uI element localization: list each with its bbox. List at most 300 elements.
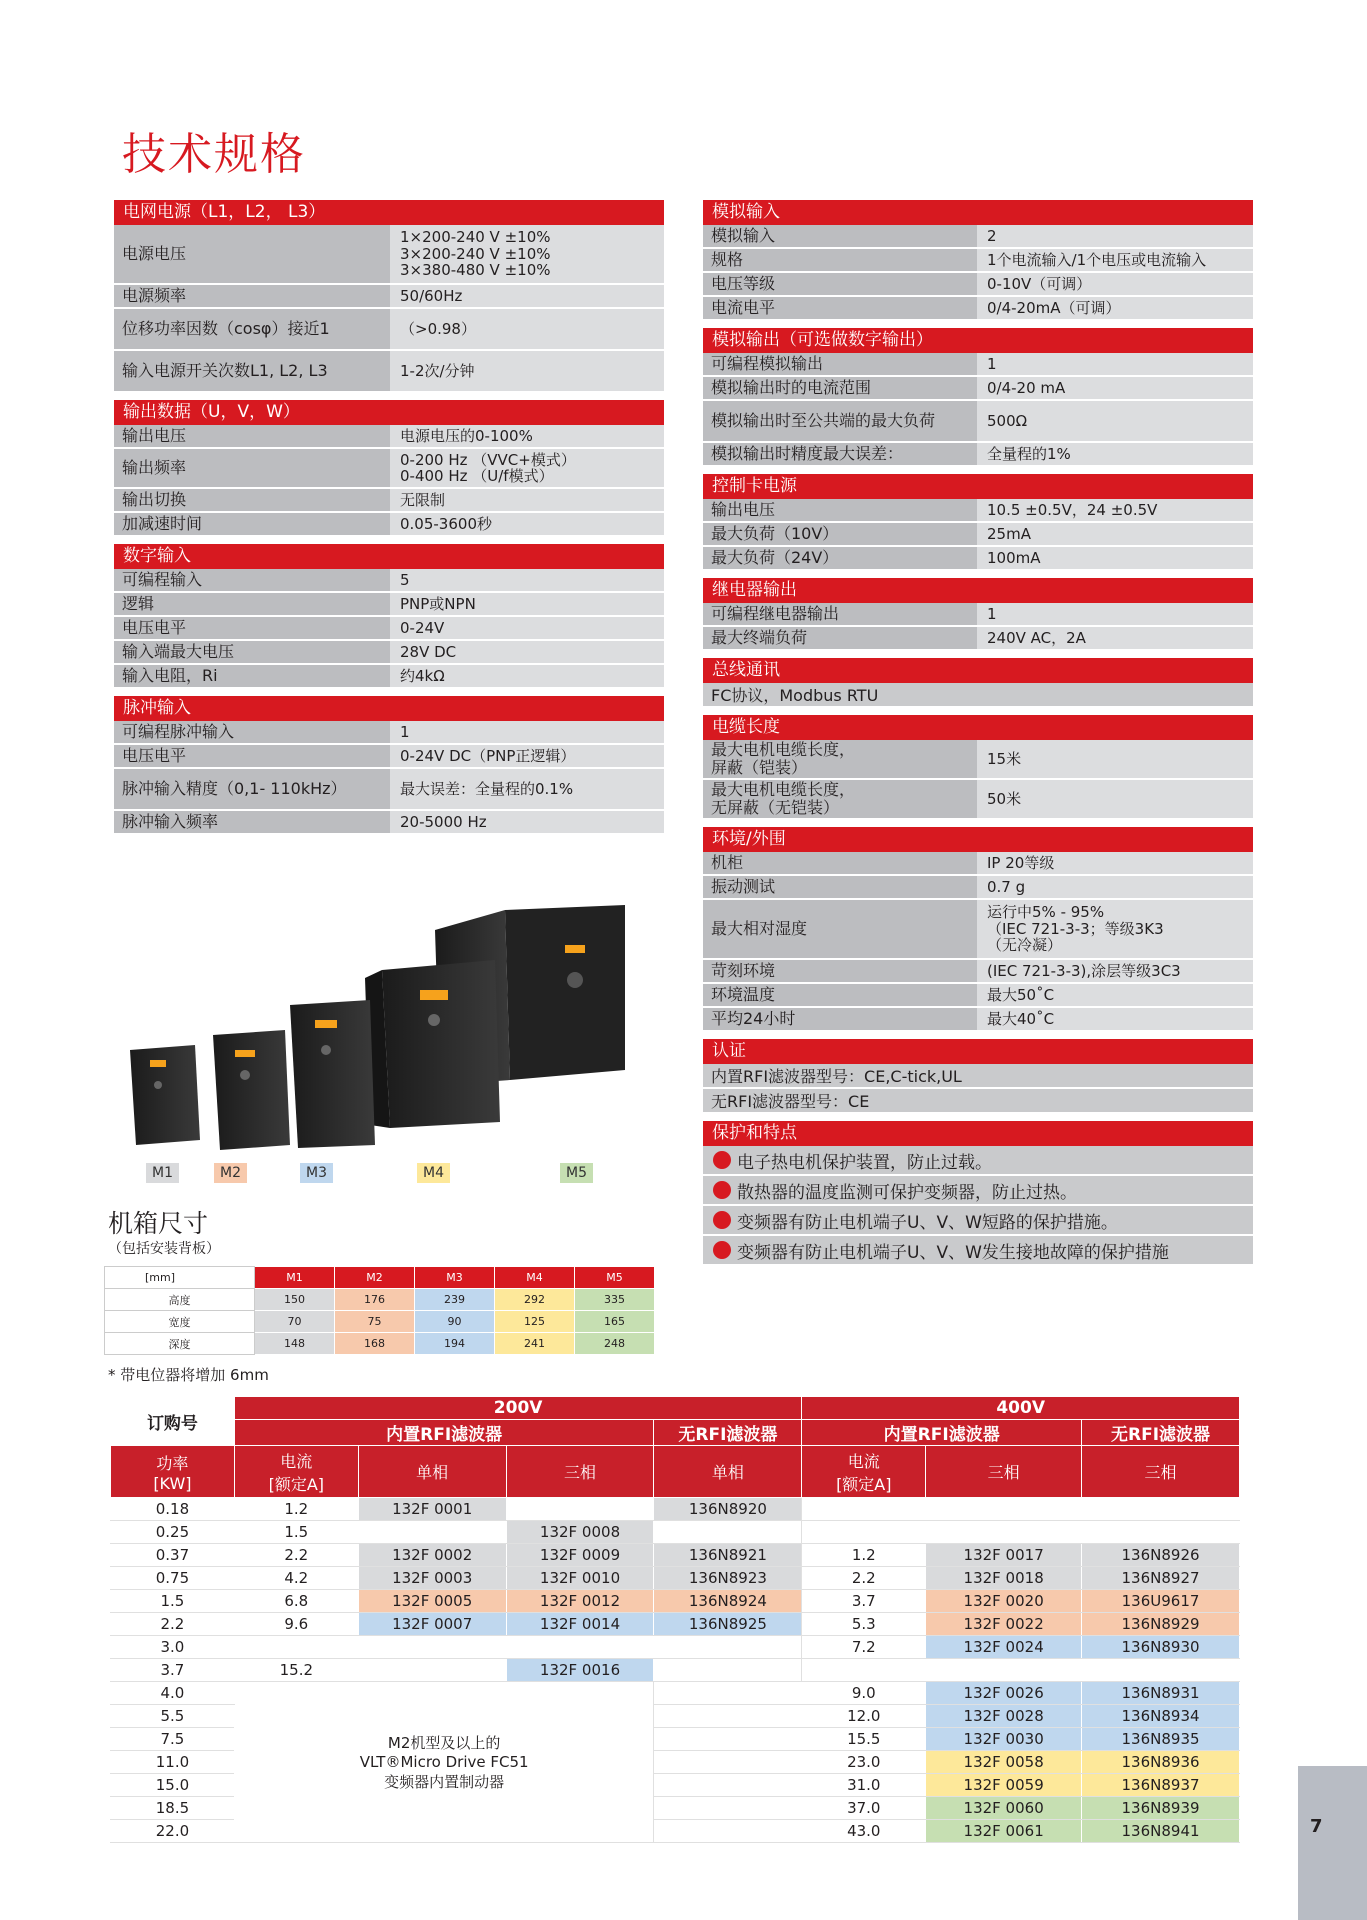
- order-cell: 2.2: [111, 1613, 235, 1636]
- drive-m1: [130, 1045, 200, 1145]
- order-cell: [802, 1521, 926, 1544]
- spec-row: [703, 225, 1253, 249]
- spec-value-line: 0/4-20mA（可调）: [987, 298, 1121, 317]
- order-cell: 132F 0061: [926, 1820, 1082, 1843]
- order-cell: 136N8923: [654, 1567, 802, 1590]
- spec-value-line: （IEC 721-3-3；等级3K3: [987, 919, 1164, 938]
- spec-label: 输出电压: [703, 499, 977, 521]
- product-photo: [120, 900, 650, 1180]
- dim-model-header: M2: [335, 1267, 415, 1289]
- spec-value-line: 0-400 Hz （U/f模式）: [400, 467, 554, 485]
- feature-text: 电子热电机保护装置，防止过载。: [737, 1152, 992, 1173]
- current-header: [234, 1446, 358, 1498]
- spec-label: 电源电压: [114, 225, 390, 283]
- order-cell: 9.6: [234, 1613, 358, 1636]
- spec-row: [703, 401, 1253, 443]
- section-header: 环境/外围: [703, 827, 1253, 852]
- order-cell: 37.0: [802, 1797, 926, 1820]
- spec-value: [977, 273, 1253, 295]
- model-label: M5: [560, 1163, 593, 1183]
- spec-value-line: (IEC 721-3-3),涂层等级3C3: [987, 961, 1181, 980]
- order-row: [111, 1636, 1240, 1659]
- order-cell: 136N8939: [1082, 1797, 1240, 1820]
- rfi-builtin-400: 内置RFI滤波器: [802, 1420, 1082, 1446]
- order-cell: [926, 1659, 1082, 1682]
- spec-label: 逻辑: [114, 593, 390, 615]
- order-cell: 132F 0016: [506, 1659, 654, 1682]
- current-header-title: 电流: [280, 1451, 313, 1471]
- spec-value-line: 0-24V DC（PNP正逻辑）: [400, 746, 576, 765]
- order-row: [111, 1682, 1240, 1705]
- dim-value: 148: [255, 1333, 335, 1355]
- spec-value: [977, 401, 1253, 441]
- order-cell: 3.7: [111, 1659, 235, 1682]
- spec-value: [977, 900, 1253, 958]
- spec-label: 环境温度: [703, 984, 977, 1006]
- bullet-dot-icon: [713, 1151, 731, 1169]
- dim-model-header: M3: [415, 1267, 495, 1289]
- voltage-400v: 400V: [802, 1397, 1240, 1420]
- order-cell: 132F 0014: [506, 1613, 654, 1636]
- current-header-unit: [额定A]: [268, 1474, 325, 1494]
- section-header: 模拟输入: [703, 200, 1253, 225]
- spec-value: [390, 593, 664, 615]
- spec-label: 模拟输入: [703, 225, 977, 247]
- brake-note-line: VLT®Micro Drive FC51: [359, 1753, 529, 1771]
- order-cell: 22.0: [111, 1820, 235, 1843]
- order-cell: 0.75: [111, 1567, 235, 1590]
- order-cell: 5.5: [111, 1705, 235, 1728]
- order-cell: 132F 0001: [358, 1498, 506, 1521]
- order-cell: 136N8935: [1082, 1728, 1240, 1751]
- order-header-row: [111, 1420, 1240, 1446]
- spec-label: 输入电源开关次数L1, L2, L3: [114, 351, 390, 391]
- spec-value-line: PNP或NPN: [400, 594, 476, 613]
- spec-row: [703, 603, 1253, 627]
- dim-value: 90: [415, 1311, 495, 1333]
- spec-full-row: 内置RFI滤波器型号：CE,C-tick,UL: [703, 1064, 1253, 1089]
- spec-row: [703, 523, 1253, 547]
- dim-value: 70: [255, 1311, 335, 1333]
- spec-value-line: 0/4-20 mA: [987, 378, 1066, 397]
- spec-row: [703, 627, 1253, 651]
- order-cell: 15.2: [234, 1659, 358, 1682]
- order-cell: 4.0: [111, 1682, 235, 1705]
- spec-value: [977, 523, 1253, 545]
- spec-section: [703, 658, 1253, 708]
- order-cell: [358, 1636, 506, 1659]
- spec-row: [703, 249, 1253, 273]
- order-cell: [654, 1728, 802, 1751]
- spec-value: [977, 443, 1253, 465]
- brake-note: [234, 1682, 654, 1843]
- spec-section: [703, 578, 1253, 651]
- spec-value: [977, 603, 1253, 625]
- order-cell: 132F 0007: [358, 1613, 506, 1636]
- bullet-dot-icon: [713, 1181, 731, 1199]
- drive-m2: [213, 1030, 290, 1150]
- spec-value-line: 0-24V: [400, 618, 445, 637]
- power-header-title: 功率: [156, 1453, 189, 1473]
- spec-value-line: 500Ω: [987, 411, 1028, 430]
- order-cell: [234, 1636, 358, 1659]
- feature-item: [703, 1206, 1253, 1236]
- dim-value: 335: [575, 1289, 655, 1311]
- order-cell: 132F 0003: [358, 1567, 506, 1590]
- dimensions-title: 机箱尺寸: [108, 1209, 209, 1238]
- spec-value: [390, 309, 664, 349]
- order-cell: 132F 0028: [926, 1705, 1082, 1728]
- spec-row: [114, 489, 664, 513]
- spec-label: 机柜: [703, 852, 977, 874]
- spec-label: 输入端最大电压: [114, 641, 390, 663]
- spec-label: 电流电平: [703, 297, 977, 319]
- spec-row: [114, 665, 664, 689]
- order-header-row: [111, 1397, 1240, 1420]
- spec-value-line: 2: [987, 226, 997, 245]
- order-cell: [654, 1820, 802, 1843]
- spec-value-line: 10.5 ±0.5V，24 ±0.5V: [987, 500, 1158, 519]
- spec-value-line: （无冷凝）: [987, 936, 1063, 955]
- spec-row: [703, 984, 1253, 1008]
- spec-section: [703, 328, 1253, 467]
- section-header: 输出数据（U，V，W）: [114, 400, 664, 425]
- spec-label: 可编程模拟输出: [703, 353, 977, 375]
- spec-value: [977, 984, 1253, 1006]
- order-cell: 12.0: [802, 1705, 926, 1728]
- order-cell: 136N8929: [1082, 1613, 1240, 1636]
- spec-value-line: 25mA: [987, 524, 1031, 543]
- spec-row: [114, 769, 664, 811]
- spec-section: [114, 400, 664, 537]
- spec-row: [114, 641, 664, 665]
- order-cell: 0.37: [111, 1544, 235, 1567]
- spec-value-line: 15米: [987, 749, 1022, 768]
- order-cell: 132F 0009: [506, 1544, 654, 1567]
- order-cell: [1082, 1659, 1240, 1682]
- order-cell: 132F 0030: [926, 1728, 1082, 1751]
- spec-value: [390, 285, 664, 307]
- spec-label: 可编程脉冲输入: [114, 721, 390, 743]
- dim-value: 168: [335, 1333, 415, 1355]
- spec-value: [390, 569, 664, 591]
- spec-row: [703, 547, 1253, 571]
- order-cell: [654, 1682, 802, 1705]
- spec-label: 最大电机电缆长度， 屏蔽（铠装）: [703, 740, 977, 778]
- current-header-unit: [额定A]: [836, 1474, 892, 1494]
- dimensions-table: [104, 1266, 655, 1355]
- page-number: 7: [1310, 1816, 1323, 1837]
- spec-label: 可编程继电器输出: [703, 603, 977, 625]
- order-cell: 5.3: [802, 1613, 926, 1636]
- order-cell: 132F 0026: [926, 1682, 1082, 1705]
- spec-row: [703, 297, 1253, 321]
- order-cell: 3.7: [802, 1590, 926, 1613]
- spec-row: [703, 852, 1253, 876]
- order-row: [111, 1521, 1240, 1544]
- spec-section: [703, 715, 1253, 820]
- dim-value: 176: [335, 1289, 415, 1311]
- order-cell: 136N8927: [1082, 1567, 1240, 1590]
- drive-m4: [365, 960, 500, 1128]
- spec-section: [703, 827, 1253, 1032]
- spec-row: [114, 569, 664, 593]
- spec-value-line: 0.05-3600秒: [400, 514, 492, 533]
- spec-value: [390, 721, 664, 743]
- order-cell: 1.5: [234, 1521, 358, 1544]
- spec-section: [703, 1121, 1253, 1266]
- spec-value: [390, 489, 664, 511]
- order-row: [111, 1544, 1240, 1567]
- order-cell: 15.5: [802, 1728, 926, 1751]
- order-cell: 132F 0058: [926, 1751, 1082, 1774]
- feature-text: 散热器的温度监测可保护变频器，防止过热。: [737, 1182, 1077, 1203]
- spec-value-line: 1: [400, 722, 410, 741]
- single-phase-header: 单相: [358, 1446, 506, 1498]
- spec-value: [390, 769, 664, 809]
- model-label: M4: [417, 1163, 450, 1183]
- order-cell: 1.2: [234, 1498, 358, 1521]
- spec-value: [977, 780, 1253, 818]
- spec-row: [114, 745, 664, 769]
- order-cell: 136N8921: [654, 1544, 802, 1567]
- dim-label: 深度: [105, 1333, 255, 1355]
- order-cell: 0.18: [111, 1498, 235, 1521]
- dim-label: 宽度: [105, 1311, 255, 1333]
- spec-row: [703, 499, 1253, 523]
- order-cell: 132F 0012: [506, 1590, 654, 1613]
- spec-section: [114, 696, 664, 835]
- spec-row: [114, 351, 664, 393]
- spec-label: 输出电压: [114, 425, 390, 447]
- single-phase-header: 单相: [654, 1446, 802, 1498]
- order-cell: 136N8924: [654, 1590, 802, 1613]
- section-header: 保护和特点: [703, 1121, 1253, 1146]
- spec-value-line: 100mA: [987, 548, 1041, 567]
- spec-value-line: 运行中5% - 95%: [987, 903, 1105, 922]
- order-label: 订购号: [111, 1397, 235, 1446]
- spec-value: [977, 852, 1253, 874]
- order-cell: 2.2: [802, 1567, 926, 1590]
- order-row: [111, 1567, 1240, 1590]
- spec-label: 振动测试: [703, 876, 977, 898]
- spec-label: 位移功率因数（cosφ）接近1: [114, 309, 390, 349]
- order-cell: 132F 0024: [926, 1636, 1082, 1659]
- spec-value: [390, 745, 664, 767]
- model-label: M2: [214, 1163, 247, 1183]
- dimensions-subtitle: （包括安装背板）: [108, 1241, 220, 1257]
- spec-label: 最大负荷（24V）: [703, 547, 977, 569]
- spec-full-row: 无RFI滤波器型号：CE: [703, 1089, 1253, 1114]
- spec-label: 脉冲输入精度（0,1- 110kHz）: [114, 769, 390, 809]
- order-cell: 1.5: [111, 1590, 235, 1613]
- spec-value-line: 50米: [987, 789, 1022, 808]
- voltage-200v: 200V: [234, 1397, 801, 1420]
- order-cell: [926, 1521, 1082, 1544]
- order-cell: [654, 1751, 802, 1774]
- spec-value-line: 1: [987, 354, 997, 373]
- order-cell: 132F 0022: [926, 1613, 1082, 1636]
- order-cell: 2.2: [234, 1544, 358, 1567]
- dim-value: 241: [495, 1333, 575, 1355]
- spec-value-line: 0.7 g: [987, 877, 1026, 896]
- order-row: [111, 1590, 1240, 1613]
- section-header: 电网电源（L1，L2， L3）: [114, 200, 664, 225]
- spec-row: [114, 225, 664, 285]
- order-cell: 132F 0010: [506, 1567, 654, 1590]
- dim-label: 高度: [105, 1289, 255, 1311]
- spec-value-line: 全量程的1%: [987, 444, 1071, 463]
- spec-value: [390, 665, 664, 687]
- spec-value: [977, 377, 1253, 399]
- order-cell: 132F 0002: [358, 1544, 506, 1567]
- spec-row: [703, 377, 1253, 401]
- order-cell: 7.2: [802, 1636, 926, 1659]
- order-cell: 43.0: [802, 1820, 926, 1843]
- spec-value-line: 约4kΩ: [400, 666, 445, 685]
- spec-row: [703, 780, 1253, 820]
- spec-label: 输出切换: [114, 489, 390, 511]
- spec-section: [703, 474, 1253, 571]
- order-cell: 23.0: [802, 1751, 926, 1774]
- order-cell: [654, 1659, 802, 1682]
- section-header: 控制卡电源: [703, 474, 1253, 499]
- spec-value: [977, 225, 1253, 247]
- section-header: 数字输入: [114, 544, 664, 569]
- dim-row: [105, 1311, 655, 1333]
- order-cell: 132F 0008: [506, 1521, 654, 1544]
- spec-value-line: 1个电流输入/1个电压或电流输入: [987, 250, 1207, 269]
- spec-row: [114, 425, 664, 449]
- spec-value-line: 1: [987, 604, 997, 623]
- spec-row: [114, 811, 664, 835]
- order-cell: [358, 1521, 506, 1544]
- order-cell: [654, 1774, 802, 1797]
- section-header: 总线通讯: [703, 658, 1253, 683]
- spec-row: [114, 513, 664, 537]
- left-spec-column: [114, 200, 664, 842]
- order-cell: [506, 1636, 654, 1659]
- model-label: M3: [300, 1163, 333, 1183]
- spec-value: [977, 876, 1253, 898]
- dim-value: 75: [335, 1311, 415, 1333]
- order-cell: [506, 1498, 654, 1521]
- three-phase-header: 三相: [1082, 1446, 1240, 1498]
- spec-label: 模拟输出时精度最大误差：: [703, 443, 977, 465]
- spec-label: 最大负荷（10V）: [703, 523, 977, 545]
- three-phase-header: 三相: [506, 1446, 654, 1498]
- dim-value: 194: [415, 1333, 495, 1355]
- spec-label: 电压电平: [114, 745, 390, 767]
- order-cell: [1082, 1521, 1240, 1544]
- order-cell: 136U9617: [1082, 1590, 1240, 1613]
- order-cell: 136N8926: [1082, 1544, 1240, 1567]
- dim-value: 239: [415, 1289, 495, 1311]
- section-header: 继电器输出: [703, 578, 1253, 603]
- spec-value: [390, 617, 664, 639]
- spec-label: 最大电机电缆长度， 无屏蔽（无铠装）: [703, 780, 977, 818]
- spec-value-line: 28V DC: [400, 642, 457, 661]
- order-number-table: [110, 1396, 1240, 1843]
- order-cell: [1082, 1498, 1240, 1521]
- spec-label: 脉冲输入频率: [114, 811, 390, 833]
- spec-value-line: （>0.98）: [400, 319, 476, 338]
- spec-value-line: 3×200-240 V ±10%: [400, 244, 551, 263]
- spec-value: [977, 353, 1253, 375]
- drive-m3: [290, 1000, 375, 1148]
- spec-value: [977, 249, 1253, 271]
- dim-header-row: [105, 1267, 655, 1289]
- spec-row: [703, 273, 1253, 297]
- spec-label: 最大终端负荷: [703, 627, 977, 649]
- spec-row: [114, 309, 664, 351]
- order-cell: [654, 1705, 802, 1728]
- spec-section: [703, 1039, 1253, 1114]
- dim-row: [105, 1333, 655, 1355]
- order-cell: 9.0: [802, 1682, 926, 1705]
- order-row: [111, 1659, 1240, 1682]
- power-header-unit: [KW]: [153, 1473, 192, 1493]
- spec-row: [703, 740, 1253, 780]
- spec-section: [703, 200, 1253, 321]
- spec-label: 苛刻环境: [703, 960, 977, 982]
- current-header: [802, 1446, 926, 1498]
- dim-value: 150: [255, 1289, 335, 1311]
- spec-value: [390, 351, 664, 391]
- spec-value-line: 无限制: [400, 490, 446, 509]
- spec-label: 电压等级: [703, 273, 977, 295]
- order-cell: 132F 0060: [926, 1797, 1082, 1820]
- order-cell: [654, 1521, 802, 1544]
- spec-row: [703, 443, 1253, 467]
- spec-label: 规格: [703, 249, 977, 271]
- order-cell: [802, 1498, 926, 1521]
- order-cell: [926, 1498, 1082, 1521]
- spec-value: [977, 297, 1253, 319]
- spec-value: [390, 641, 664, 663]
- three-phase-header: 三相: [926, 1446, 1082, 1498]
- spec-row: [703, 960, 1253, 984]
- page-title: 技术规格: [122, 129, 306, 180]
- order-cell: 15.0: [111, 1774, 235, 1797]
- spec-value-line: 0-200 Hz （VVC+模式）: [400, 450, 576, 469]
- dim-unit: [mm]: [105, 1267, 255, 1289]
- bullet-dot-icon: [713, 1241, 731, 1259]
- spec-value-line: 最大40˚C: [987, 1009, 1055, 1028]
- power-header: [111, 1446, 235, 1498]
- order-cell: 136N8931: [1082, 1682, 1240, 1705]
- order-cell: 3.0: [111, 1636, 235, 1659]
- spec-label: 模拟输出时至公共端的最大负荷: [703, 401, 977, 441]
- spec-label: 电源频率: [114, 285, 390, 307]
- spec-value-line: 3×380-480 V ±10%: [400, 261, 551, 280]
- dim-value: 165: [575, 1311, 655, 1333]
- spec-value: [977, 547, 1253, 569]
- spec-value: [390, 449, 664, 487]
- order-cell: [358, 1659, 506, 1682]
- section-header: 认证: [703, 1039, 1253, 1064]
- spec-section: [114, 544, 664, 689]
- spec-full-row: FC协议，Modbus RTU: [703, 683, 1253, 708]
- feature-text: 变频器有防止电机端子U、V、W短路的保护措施。: [737, 1212, 1118, 1233]
- brake-note-line: M2机型及以上的: [387, 1734, 501, 1752]
- order-cell: 18.5: [111, 1797, 235, 1820]
- spec-value-line: 20-5000 Hz: [400, 812, 487, 831]
- feature-item: [703, 1176, 1253, 1206]
- dim-model-header: M5: [575, 1267, 655, 1289]
- spec-value-line: 50/60Hz: [400, 286, 463, 305]
- spec-row: [114, 617, 664, 641]
